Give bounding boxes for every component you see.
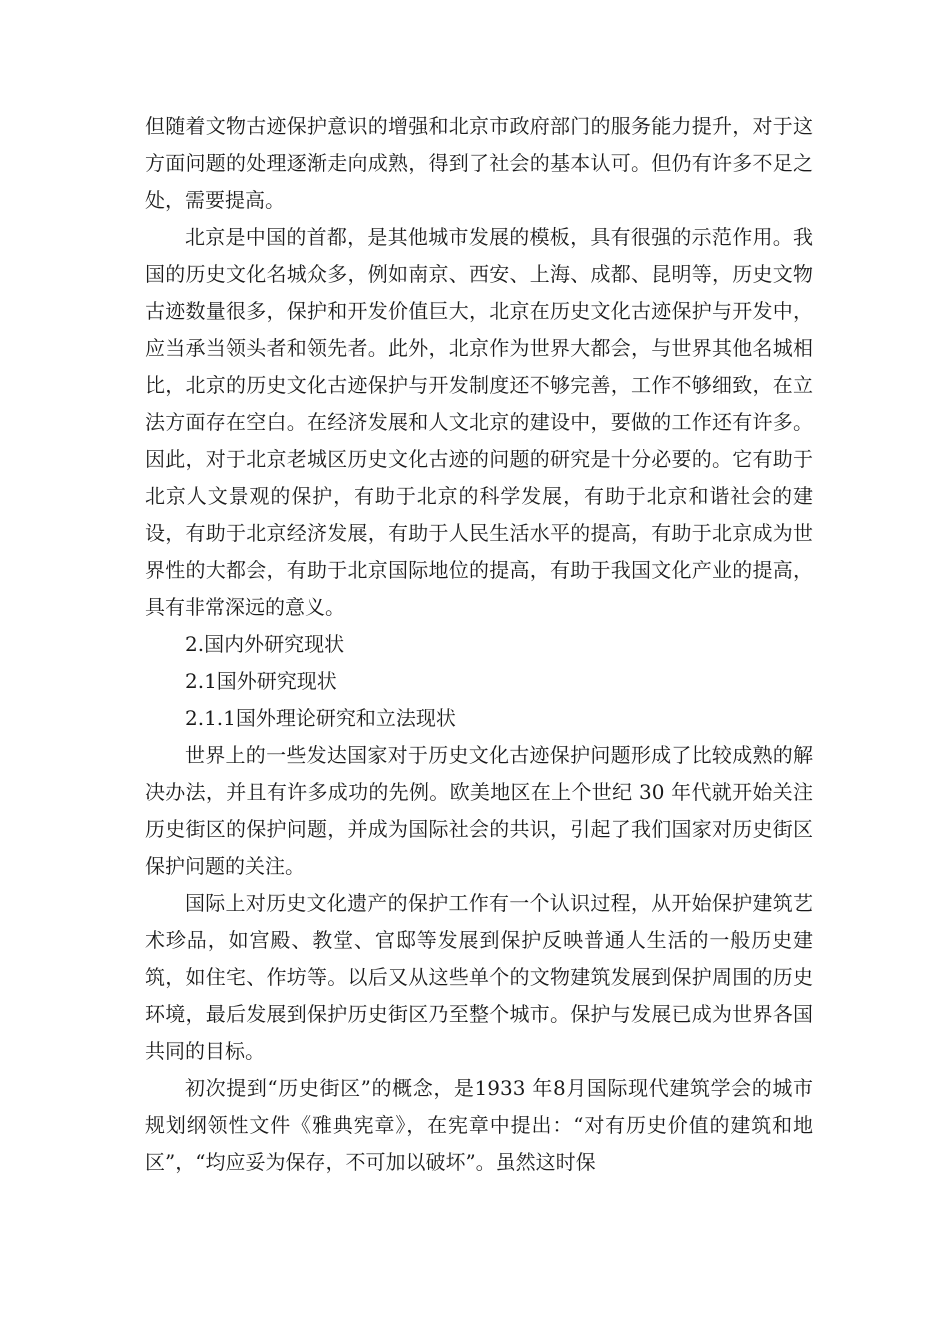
paragraph-developed-countries: 世界上的一些发达国家对于历史文化古迹保护问题形成了比较成熟的解决办法，并且有许多成功的先例。欧美地区在上个世纪 30 年代就开始关注历史街区的保护问题，并成为国际社会的共识，引起了我们国家对历史街区保护问题的关注。 <box>145 743 813 878</box>
section-heading-2: 2.国内外研究现状 <box>185 632 345 656</box>
paragraph-beijing-significance: 北京是中国的首都，是其他城市发展的模板，具有很强的示范作用。我国的历史文化名城众多，例如南京、西安、上海、成都、昆明等，历史文物古迹数量很多，保护和开发价值巨大，北京在历史文化古迹保护与开发中，应当承当领头者和领先者。此外，北京作为世界大都会，与世界其他名城相比，北京的历史文化古迹保护与开发制度还不够完善，工作不够细致，在立法方面存在空白。在经济发展和人文北京的建设中，要做的工作还有许多。因此，对于北京老城区历史文化古迹的问题的研究是十分必要的。它有助于北京人文景观的保护，有助于北京的科学发展，有助于北京和谐社会的建设，有助于北京经济发展，有助于人民生活水平的提高，有助于北京成为世界性的大都会，有助于北京国际地位的提高，有助于我国文化产业的提高，具有非常深远的意义。 <box>145 225 813 619</box>
paragraph-athens-charter: 初次提到“历史街区”的概念，是1933 年8月国际现代建筑学会的城市规划纲领性文件《雅典宪章》，在宪章中提出：“对有历史价值的建筑和地区”，“均应妥为保存，不可加以破坏”。虽然这时保 <box>145 1076 813 1174</box>
section-heading-2-1-1: 2.1.1国外理论研究和立法现状 <box>185 706 456 730</box>
paragraph-continuation: 但随着文物古迹保护意识的增强和北京市政府部门的服务能力提升，对于这方面问题的处理逐渐走向成熟，得到了社会的基本认可。但仍有许多不足之处，需要提高。 <box>145 114 813 212</box>
paragraph-recognition-process: 国际上对历史文化遗产的保护工作有一个认识过程，从开始保护建筑艺术珍品，如宫殿、教堂、官邸等发展到保护反映普通人生活的一般历史建筑，如住宅、作坊等。以后又从这些单个的文物建筑发展到保护周围的历史环境，最后发展到保护历史街区乃至整个城市。保护与发展已成为世界各国共同的目标。 <box>145 891 813 1063</box>
section-heading-2-1: 2.1国外研究现状 <box>185 669 337 693</box>
document-page <box>145 108 813 1181</box>
